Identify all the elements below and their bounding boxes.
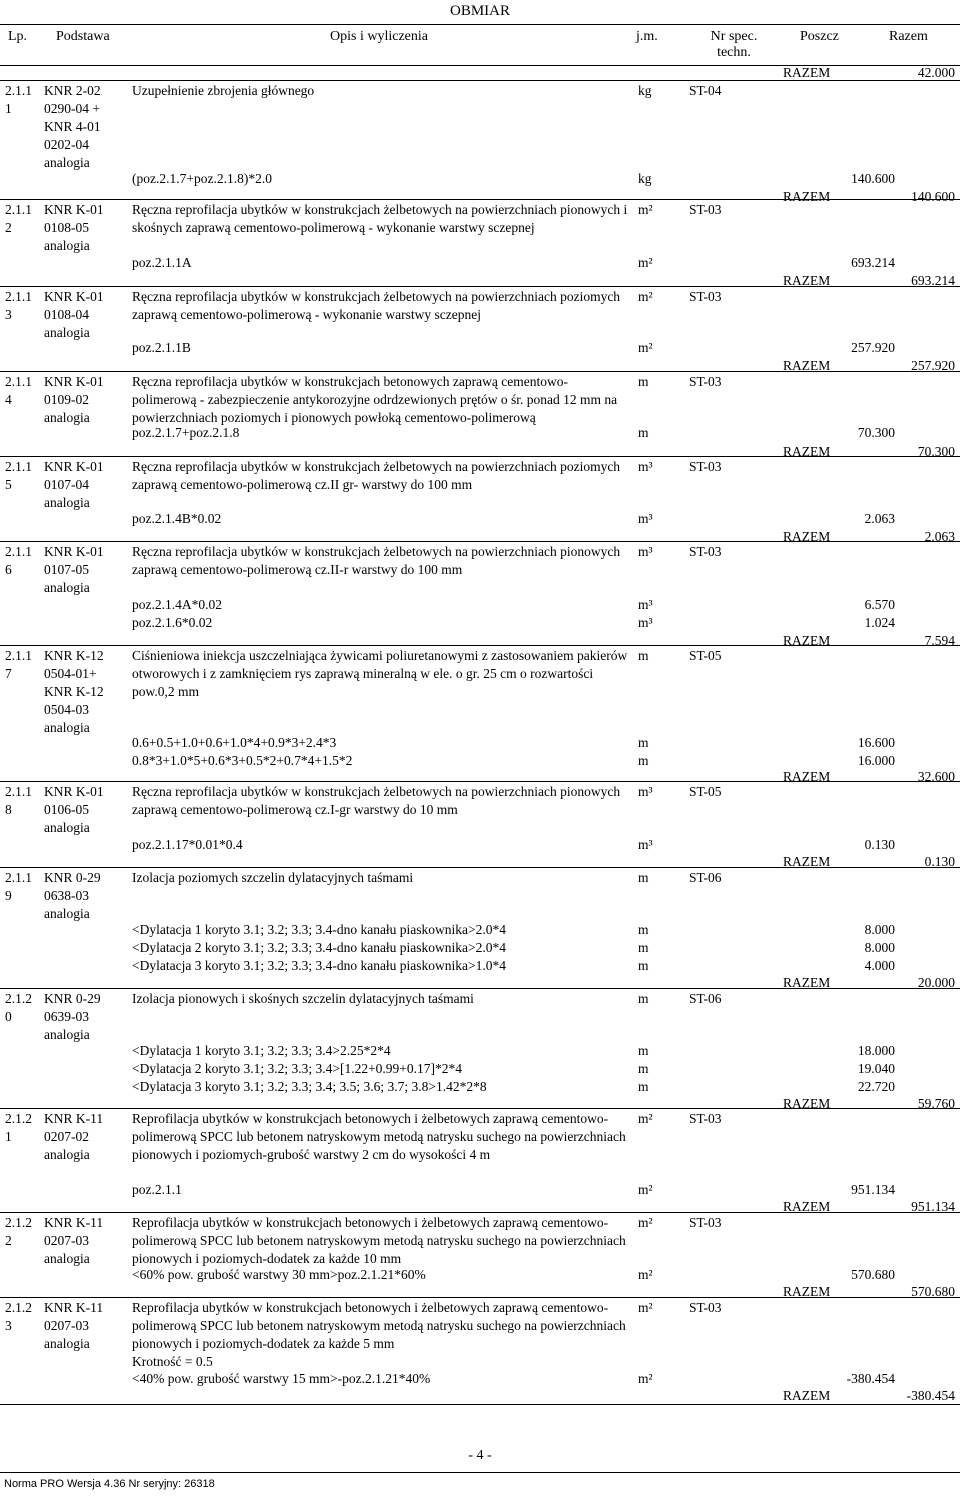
item-lp: 2.1.2 0	[5, 991, 32, 1024]
item-spec: ST-04	[689, 83, 722, 98]
item-desc-text: Izolacja pionowych i skośnych szczelin dylatacyjnych taśmami	[132, 991, 474, 1006]
item-lp: 2.1.1 8	[5, 784, 32, 817]
item-description	[132, 458, 632, 494]
item-base: KNR K-01 0106-05 analogia	[44, 784, 104, 835]
calc-value: 0.130	[864, 837, 895, 852]
page-number: - 4 -	[468, 1448, 492, 1463]
item-base: KNR K-01 0109-02 analogia	[44, 374, 104, 425]
sum-value: 20.000	[917, 975, 955, 990]
calc-unit: m²	[638, 255, 653, 270]
sum-row	[750, 1095, 955, 1113]
calc-unit: m	[638, 1079, 649, 1094]
row-separator	[0, 1297, 960, 1298]
item-lp: 2.1.1 1	[5, 83, 32, 116]
sum-value: 0.130	[924, 854, 955, 869]
sum-value: -380.454	[906, 1388, 955, 1403]
sum-value: 2.063	[924, 529, 955, 544]
item-unit: m	[638, 870, 649, 885]
sum-row	[750, 1283, 955, 1301]
sum-label: RAZEM	[783, 854, 831, 869]
calc-expression: <Dylatacja 1 koryto 3.1; 3.2; 3.3; 3.4-dno kanału piaskownika>2.0*4	[132, 922, 507, 937]
item-spec: ST-03	[689, 1300, 722, 1315]
table-header	[0, 24, 960, 66]
sum-row	[750, 443, 955, 461]
item-unit: m³	[638, 459, 653, 474]
item-spec: ST-03	[689, 1111, 722, 1126]
calc-unit: m³	[638, 511, 653, 526]
item-desc-text: Ręczna reprofilacja ubytków w konstrukcjach żelbetowych na powierzchniach poziomych zaprawą cementowo-polimerową - wykonanie warstwy sczepnej	[132, 289, 621, 322]
header-lp: Lp.	[8, 29, 28, 44]
calc-expression: poz.2.1.7+poz.2.1.8	[132, 425, 240, 440]
item-desc-text: Ciśnieniowa iniekcja uszczelniająca żywicami poliuretanowymi z zastosowaniem pakierów otworowych i z zamknięciem rys zaprawą mineralną w ele. o gr. 25 cm o rozwartości pow.0,2 mm	[132, 648, 628, 699]
sum-row	[750, 632, 955, 650]
calc-unit: m	[638, 735, 649, 750]
item-description	[132, 783, 632, 819]
item-desc-text: Ręczna reprofilacja ubytków w konstrukcjach żelbetowych na powierzchniach pionowych zaprawą cementowo-polimerową cz.II-r warstwy do 100 mm	[132, 544, 621, 577]
item-lp: 2.1.2 3	[5, 1300, 32, 1333]
row-separator	[0, 80, 960, 81]
header-razem: Razem	[889, 29, 928, 44]
item-base: KNR 0-29 0639-03 analogia	[44, 991, 101, 1042]
calc-expression: poz.2.1.1A	[132, 255, 192, 270]
item-base: KNR K-01 0108-04 analogia	[44, 289, 104, 340]
calc-value: 1.024	[864, 615, 895, 630]
sum-row	[750, 768, 955, 786]
item-spec: ST-05	[689, 784, 722, 799]
item-description	[132, 288, 632, 324]
calc-value: 4.000	[864, 958, 895, 973]
calc-row	[132, 596, 895, 614]
item-unit: m	[638, 374, 649, 389]
calc-unit: m³	[638, 837, 653, 852]
sum-value: 570.680	[911, 1284, 955, 1299]
row-separator	[0, 645, 960, 646]
calc-expression: poz.2.1.4B*0.02	[132, 511, 222, 526]
calc-row	[132, 1042, 895, 1060]
software-info: Norma PRO Wersja 4.36 Nr seryjny: 26318	[4, 1478, 215, 1490]
sum-label: RAZEM	[783, 769, 831, 784]
calc-value: 8.000	[864, 940, 895, 955]
sum-label: RAZEM	[783, 1284, 831, 1299]
calc-value: 70.300	[857, 425, 895, 440]
calc-row	[132, 1266, 895, 1284]
item-desc-text: Uzupełnienie zbrojenia głównego	[132, 83, 315, 98]
row-separator	[0, 988, 960, 989]
calc-unit: m²	[638, 1182, 653, 1197]
calc-value: 19.040	[857, 1061, 895, 1076]
sum-label: RAZEM	[783, 444, 831, 459]
calc-value: -380.454	[846, 1371, 895, 1386]
calc-row	[132, 1181, 895, 1199]
sum-row	[750, 853, 955, 871]
sum-label: RAZEM	[783, 975, 831, 990]
footer-divider	[0, 1472, 960, 1473]
calc-value: 6.570	[864, 597, 895, 612]
calc-unit: m	[638, 425, 649, 440]
sum-value: 59.760	[917, 1096, 955, 1111]
item-base: KNR K-01 0108-05 analogia	[44, 202, 104, 253]
row-separator	[0, 371, 960, 372]
calc-value: 2.063	[864, 511, 895, 526]
calc-expression: <40% pow. grubość warstwy 15 mm>-poz.2.1.21*40%	[132, 1371, 431, 1386]
calc-expression: <60% pow. grubość warstwy 30 mm>poz.2.1.21*60%	[132, 1267, 426, 1282]
calc-unit: kg	[638, 171, 652, 186]
item-lp: 2.1.1 2	[5, 202, 32, 235]
calc-expression: <Dylatacja 2 koryto 3.1; 3.2; 3.3; 3.4-dno kanału piaskownika>2.0*4	[132, 940, 507, 955]
sum-label: RAZEM	[783, 273, 831, 288]
header-spec: Nr spec. techn.	[710, 29, 758, 60]
row-separator	[0, 286, 960, 287]
item-unit: m²	[638, 202, 653, 217]
calc-expression: poz.2.1.4A*0.02	[132, 597, 222, 612]
item-unit: m²	[638, 1215, 653, 1230]
item-lp: 2.1.1 4	[5, 374, 32, 407]
calc-expression: poz.2.1.1	[132, 1182, 182, 1197]
sum-value: 257.920	[911, 358, 955, 373]
item-spec: ST-03	[689, 202, 722, 217]
calc-row	[132, 1370, 895, 1388]
calc-unit: m²	[638, 1371, 653, 1386]
calc-unit: m	[638, 1061, 649, 1076]
item-base: KNR 0-29 0638-03 analogia	[44, 870, 101, 921]
sum-row	[750, 357, 955, 375]
item-lp: 2.1.1 7	[5, 648, 32, 681]
calc-expression: 0.8*3+1.0*5+0.6*3+0.5*2+0.7*4+1.5*2	[132, 753, 353, 768]
calc-value: 16.000	[857, 753, 895, 768]
header-unit: j.m.	[636, 29, 658, 44]
item-description	[132, 1214, 632, 1268]
calc-unit: m	[638, 940, 649, 955]
item-unit: m	[638, 991, 649, 1006]
item-description	[132, 647, 632, 701]
row-separator	[0, 199, 960, 200]
item-lp: 2.1.1 9	[5, 870, 32, 903]
calc-row	[132, 510, 895, 528]
calc-expression: <Dylatacja 2 koryto 3.1; 3.2; 3.3; 3.4>[1.22+0.99+0.17]*2*4	[132, 1061, 463, 1076]
item-base: KNR K-11 0207-03 analogia	[44, 1215, 104, 1266]
row-separator	[0, 1404, 960, 1405]
calc-row	[132, 254, 895, 272]
calc-row	[132, 614, 895, 632]
calc-row	[132, 1078, 895, 1096]
calc-unit: m	[638, 1043, 649, 1058]
sum-value: 7.594	[924, 633, 955, 648]
calc-expression: <Dylatacja 3 koryto 3.1; 3.2; 3.3; 3.4-dno kanału piaskownika>1.0*4	[132, 958, 507, 973]
calc-unit: m³	[638, 597, 653, 612]
item-unit: m³	[638, 544, 653, 559]
item-unit: m²	[638, 1300, 653, 1315]
calc-expression: <Dylatacja 1 koryto 3.1; 3.2; 3.3; 3.4>2.25*2*4	[132, 1043, 391, 1058]
row-separator	[0, 541, 960, 542]
header-base: Podstawa	[56, 29, 110, 44]
item-desc-text: Ręczna reprofilacja ubytków w konstrukcjach żelbetowych na powierzchniach poziomych zaprawą cementowo-polimerową cz.II gr- warstwy do 100 mm	[132, 459, 621, 492]
sum-value: 693.214	[911, 273, 955, 288]
page-title: OBMIAR	[449, 3, 510, 19]
sum-value: 951.134	[911, 1199, 955, 1214]
sum-label: RAZEM	[783, 633, 831, 648]
sum-label: RAZEM	[783, 358, 831, 373]
item-lp: 2.1.1 6	[5, 544, 32, 577]
item-spec: ST-06	[689, 870, 722, 885]
calc-row	[132, 957, 895, 975]
calc-unit: m²	[638, 1267, 653, 1282]
calc-unit: m	[638, 753, 649, 768]
item-spec: ST-03	[689, 1215, 722, 1230]
sum-row	[750, 1387, 955, 1405]
calc-row	[132, 339, 895, 357]
calc-unit: m	[638, 958, 649, 973]
item-unit: m³	[638, 784, 653, 799]
calc-unit: m²	[638, 340, 653, 355]
calc-value: 570.680	[851, 1267, 895, 1282]
item-base: KNR 2-02 0290-04 + KNR 4-01 0202-04 analogia	[44, 83, 101, 170]
item-spec: ST-03	[689, 289, 722, 304]
sum-value: 70.300	[917, 444, 955, 459]
calc-row	[132, 170, 895, 188]
sum-label: RAZEM	[783, 1199, 831, 1214]
item-desc-text: Ręczna reprofilacja ubytków w konstrukcjach betonowych zaprawą cementowo-polimerową - zabezpieczenie antykorozyjne odrdzewionych prętów o śr. ponad 12 mm na powierzchniach poziomych i pionowych powłoką cementowo-polimerową	[132, 374, 618, 425]
calc-row	[132, 939, 895, 957]
item-description	[132, 201, 632, 237]
item-lp: 2.1.1 3	[5, 289, 32, 322]
calc-value: 140.600	[851, 171, 895, 186]
item-base: KNR K-01 0107-05 analogia	[44, 544, 104, 595]
sum-label: RAZEM	[783, 1096, 831, 1111]
row-separator	[0, 456, 960, 457]
calc-value: 951.134	[851, 1182, 895, 1197]
calc-unit: m³	[638, 615, 653, 630]
row-separator	[0, 781, 960, 782]
item-lp: 2.1.2 1	[5, 1111, 32, 1144]
calc-unit: m	[638, 922, 649, 937]
calc-value: 16.600	[857, 735, 895, 750]
sum-value: 32.600	[917, 769, 955, 784]
item-lp: 2.1.2 2	[5, 1215, 32, 1248]
item-desc-text: Ręczna reprofilacja ubytków w konstrukcjach żelbetowych na powierzchniach pionowych zaprawą cementowo-polimerową cz.I-gr warstwy do 10 mm	[132, 784, 621, 817]
calc-row	[132, 836, 895, 854]
calc-value: 18.000	[857, 1043, 895, 1058]
item-base: KNR K-11 0207-02 analogia	[44, 1111, 104, 1162]
item-desc-text: Izolacja poziomych szczelin dylatacyjnych taśmami	[132, 870, 414, 885]
calc-expression: <Dylatacja 3 koryto 3.1; 3.2; 3.3; 3.4; 3.5; 3.6; 3.7; 3.8>1.42*2*8	[132, 1079, 487, 1094]
item-base: KNR K-01 0107-04 analogia	[44, 459, 104, 510]
item-spec: ST-03	[689, 544, 722, 559]
calc-row	[132, 1060, 895, 1078]
item-description	[132, 1299, 632, 1371]
header-poszcz: Poszcz	[800, 29, 839, 44]
calc-row	[132, 424, 895, 442]
row-separator	[0, 1212, 960, 1213]
item-base: KNR K-12 0504-01+ KNR K-12 0504-03 analogia	[44, 648, 104, 735]
item-base: KNR K-11 0207-03 analogia	[44, 1300, 104, 1351]
item-description	[132, 869, 632, 887]
calc-value: 22.720	[857, 1079, 895, 1094]
row-separator	[0, 867, 960, 868]
sum-label: RAZEM	[783, 1388, 831, 1403]
item-desc-text: Reprofilacja ubytków w konstrukcjach betonowych i żelbetowych zaprawą cementowo-polimerową SPCC lub betonem natryskowym metodą natrysku suchego na powierzchniach pionowych i poziomych-grubość warstwy 2 cm do wysokości 4 m	[132, 1111, 626, 1162]
calc-value: 8.000	[864, 922, 895, 937]
sum-value: 42.000	[917, 65, 955, 80]
item-unit: m²	[638, 1111, 653, 1126]
row-separator	[0, 1108, 960, 1109]
calc-expression: 0.6+0.5+1.0+0.6+1.0*4+0.9*3+2.4*3	[132, 735, 337, 750]
item-note: Krotność = 0.5	[132, 1354, 213, 1369]
item-unit: m²	[638, 289, 653, 304]
item-description	[132, 990, 632, 1008]
sum-row	[750, 272, 955, 290]
item-desc-text: Reprofilacja ubytków w konstrukcjach betonowych i żelbetowych zaprawą cementowo-polimerową SPCC lub betonem natryskowym metodą natrysku suchego na powierzchniach pionowych i poziomych-dodatek za każde 10 mm	[132, 1215, 626, 1266]
sum-row	[750, 974, 955, 992]
item-spec: ST-03	[689, 374, 722, 389]
item-desc-text: Ręczna reprofilacja ubytków w konstrukcjach żelbetowych na powierzchniach pionowych i skośnych zaprawą cementowo-polimerową - wykonanie warstwy sczepnej	[132, 202, 628, 235]
item-unit: m	[638, 648, 649, 663]
sum-label: RAZEM	[783, 529, 831, 544]
sum-value: 140.600	[911, 189, 955, 204]
calc-value: 257.920	[851, 340, 895, 355]
sum-label: RAZEM	[783, 65, 831, 80]
item-spec: ST-06	[689, 991, 722, 1006]
calc-value: 693.214	[851, 255, 895, 270]
item-description	[132, 543, 632, 579]
calc-row	[132, 734, 895, 752]
sum-label: RAZEM	[783, 189, 831, 204]
item-lp: 2.1.1 5	[5, 459, 32, 492]
calc-expression: poz.2.1.17*0.01*0.4	[132, 837, 243, 852]
item-description	[132, 1110, 632, 1164]
item-description	[132, 82, 632, 100]
sum-row	[750, 528, 955, 546]
item-description	[132, 373, 632, 427]
sum-row	[750, 1198, 955, 1216]
item-unit: kg	[638, 83, 652, 98]
item-desc-text: Reprofilacja ubytków w konstrukcjach betonowych i żelbetowych zaprawą cementowo-polimerową SPCC lub betonem natryskowym metodą natrysku suchego na powierzchniach pionowych i poziomych-dodatek za każde 5 mm	[132, 1300, 626, 1351]
calc-expression: poz.2.1.6*0.02	[132, 615, 213, 630]
calc-expression: poz.2.1.1B	[132, 340, 191, 355]
header-desc: Opis i wyliczenia	[330, 29, 428, 44]
calc-expression: (poz.2.1.7+poz.2.1.8)*2.0	[132, 171, 272, 186]
sum-row	[750, 188, 955, 206]
item-spec: ST-03	[689, 459, 722, 474]
item-spec: ST-05	[689, 648, 722, 663]
calc-row	[132, 921, 895, 939]
